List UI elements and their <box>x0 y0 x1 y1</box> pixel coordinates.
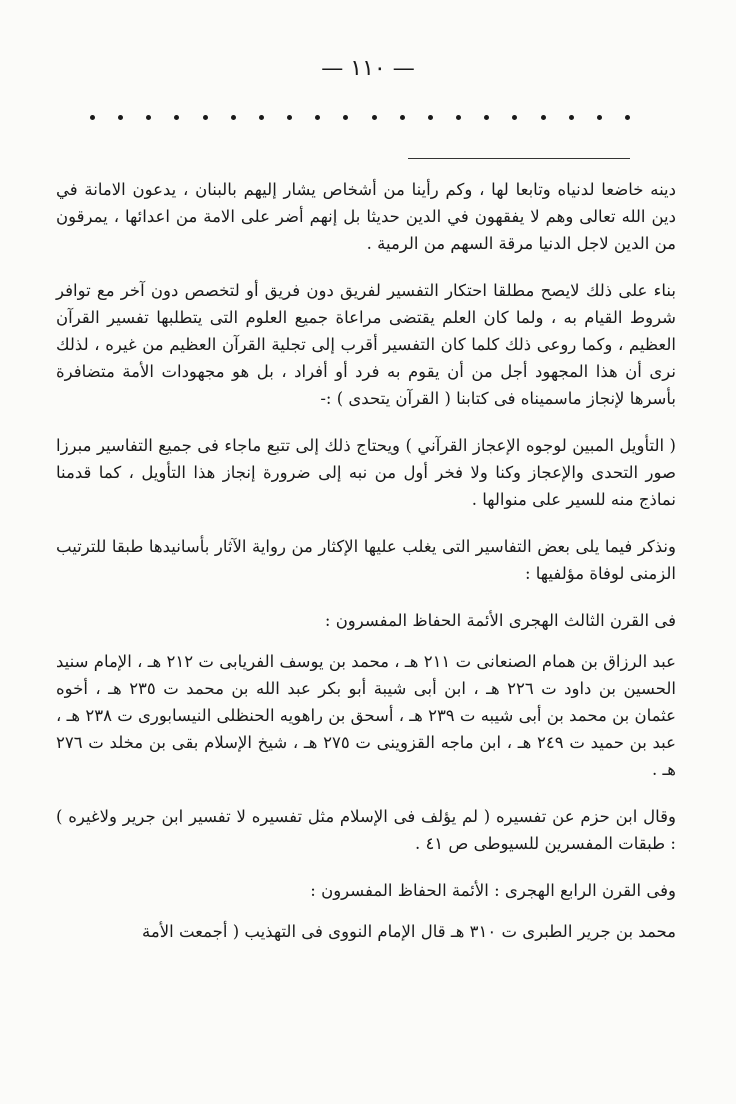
header-rule <box>408 158 630 159</box>
paragraph-2: بناء على ذلك لايصح مطلقا احتكار التفسير لفريق دون فريق أو لتخصص دون آخر مع توافر شروط القيام به ، ولما كان العلم يقتضى مراعاة جميع العلوم التى يتطلبها تفسير القرآن العظيم ، وكما روعى ذلك كلما كان التفسير أقرب إلى تجلية القرآن العظيم من غيره ، لذلك نرى أن هذا المجهود أجل من أن يقوم به فرد أو أفراد ، بل هو مجهودات الأمة متضافرة بأسرها لإنجاز ماسميناه فى كتابنا ( القرآن يتحدى ) :- <box>56 281 676 408</box>
ornament-divider <box>90 108 630 126</box>
section-4-heading: وفى القرن الرابع الهجرى : الأئمة الحفاظ المفسرون : <box>310 881 676 900</box>
section-3-heading: فى القرن الثالث الهجرى الأئمة الحفاظ المفسرون : <box>324 611 676 630</box>
section-4-list: محمد بن جرير الطبرى ت ٣١٠ هـ قال الإمام النووى فى التهذيب ( أجمعت الأمة <box>142 922 676 941</box>
paragraph-3: ( التأويل المبين لوجوه الإعجاز القرآني ) ويحتاج ذلك إلى تتبع ماجاء فى جميع التفاسير مبرزا صور التحدى والإعجاز وكنا ولا فخر أول من نبه إلى ضرورة إنجاز هذا التأويل ، كما قدمنا نماذج منه للسير على منوالها . <box>56 436 676 509</box>
body-text <box>56 176 676 945</box>
paragraph-1: دينه خاضعا لدنياه وتابعا لها ، وكم رأينا من أشخاص يشار إليهم بالبنان ، يدعون الامانة في دين الله تعالى وهم لا يفقهون في الدين حديثا بل إنهم أضر على الامة من اعدائها ، يمرقون من الدين لاجل الدنيا مرقة السهم من الرمية . <box>56 180 676 253</box>
paragraph-4: ونذكر فيما يلى بعض التفاسير التى يغلب عليها الإكثار من رواية الآثار بأسانيدها طبقا للترتيب الزمنى لوفاة مؤلفيها : <box>56 537 676 583</box>
ibn-hazm-quote: وقال ابن حزم عن تفسيره ( لم يؤلف فى الإسلام مثل تفسيره لا تفسير ابن جرير ولاغيره ) : طبقات المفسرين للسيوطى ص ٤١ . <box>56 807 676 853</box>
page-number: — ١١٠ — <box>321 56 415 81</box>
section-3-list: عبد الرزاق بن همام الصنعانى ت ٢١١ هـ ، محمد بن يوسف الفريابى ت ٢١٢ هـ ، الإمام سنيد الحسين بن داود ت ٢٢٦ هـ ، ابن أبى شيبة أبو بكر عبد الله بن محمد ت ٢٣٥ هـ ، أخوه عثمان بن محمد بن أبى شيبه ت ٢٣٩ هـ ، أسحق بن راهويه الحنظلى النيسابورى ت ٢٣٨ هـ ، عبد بن حميد ت ٢٤٩ هـ ، ابن ماجه القزوينى ت ٢٧٥ هـ ، شيخ الإسلام بقى بن مخلد ت ٢٧٦ هـ . <box>56 652 677 779</box>
